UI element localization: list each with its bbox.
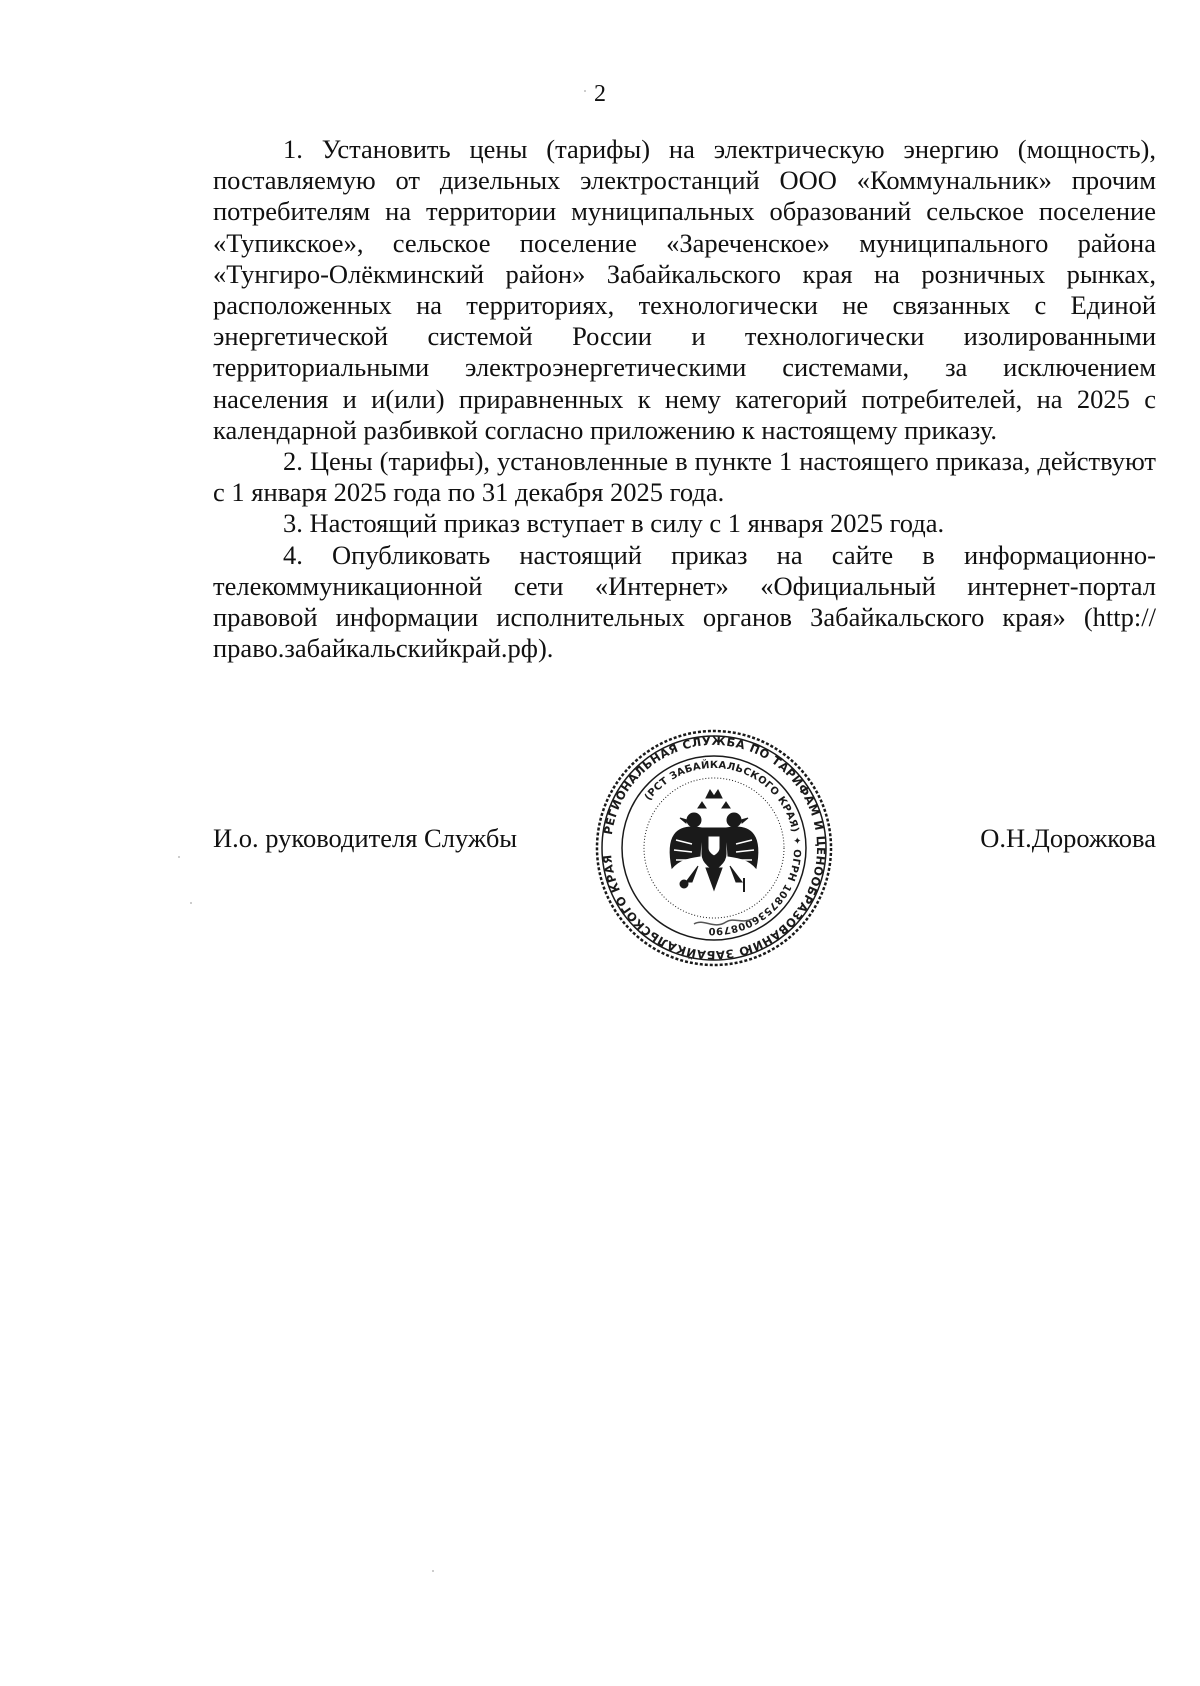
signer-position: И.о. руководителя Службы xyxy=(213,823,518,853)
paragraph-4: 4. Опубликовать настоящий приказ на сайте в информационно-телекоммуникационной сети «Интернет» «Официальный интернет-портал правовой информации исполнительных органов Забайкальского края» (http://право.забайкальскийкрай.рф). xyxy=(213,539,1156,664)
double-headed-eagle-emblem xyxy=(670,790,758,892)
official-seal xyxy=(594,728,834,968)
paragraph-1: 1. Установить цены (тарифы) на электрическую энергию (мощность), поставляемую от дизельных электростанций ООО «Коммунальник» прочим потребителям на территории муниципальных образований сельское поселение «Тупикское», сельское поселение «Зареченское» муниципального района «Тунгиро-Олёкминский район» Забайкальского края на розничных рынках, расположенных на территориях, технологически не связанных с Единой энергетической системой России и технологически изолированными территориальными электроэнергетическими системами, за исключением населения и и(или) приравненных к нему категорий потребителей, на 2025 с календарной разбивкой согласно приложению к настоящему приказу. xyxy=(213,134,1156,445)
scan-speck xyxy=(190,902,192,904)
signer-name: О.Н.Дорожкова xyxy=(980,823,1156,853)
paragraph-2: 2. Цены (тарифы), установленные в пункте 1 настоящего приказа, действуют с 1 января 2025 года по 31 декабря 2025 года. xyxy=(213,446,1156,508)
order-body xyxy=(213,134,1156,664)
scan-speck xyxy=(178,856,180,858)
scan-speck xyxy=(584,90,586,92)
seal-stamp-image xyxy=(594,728,834,968)
seal-outer-text: РЕГИОНАЛЬНАЯ СЛУЖБА ПО ТАРИФАМ И ЦЕНООБРАЗОВАНИЮ ЗАБАЙКАЛЬСКОГО КРАЯ xyxy=(600,733,829,963)
page-number: 2 xyxy=(594,81,606,107)
scan-speck xyxy=(432,1570,434,1572)
seal-inner-text: (РСТ ЗАБАЙКАЛЬСКОГО КРАЯ) ✦ ОГРН 1087536008790 xyxy=(642,759,803,937)
paragraph-3: 3. Настоящий приказ вступает в силу с 1 января 2025 года. xyxy=(283,508,945,539)
